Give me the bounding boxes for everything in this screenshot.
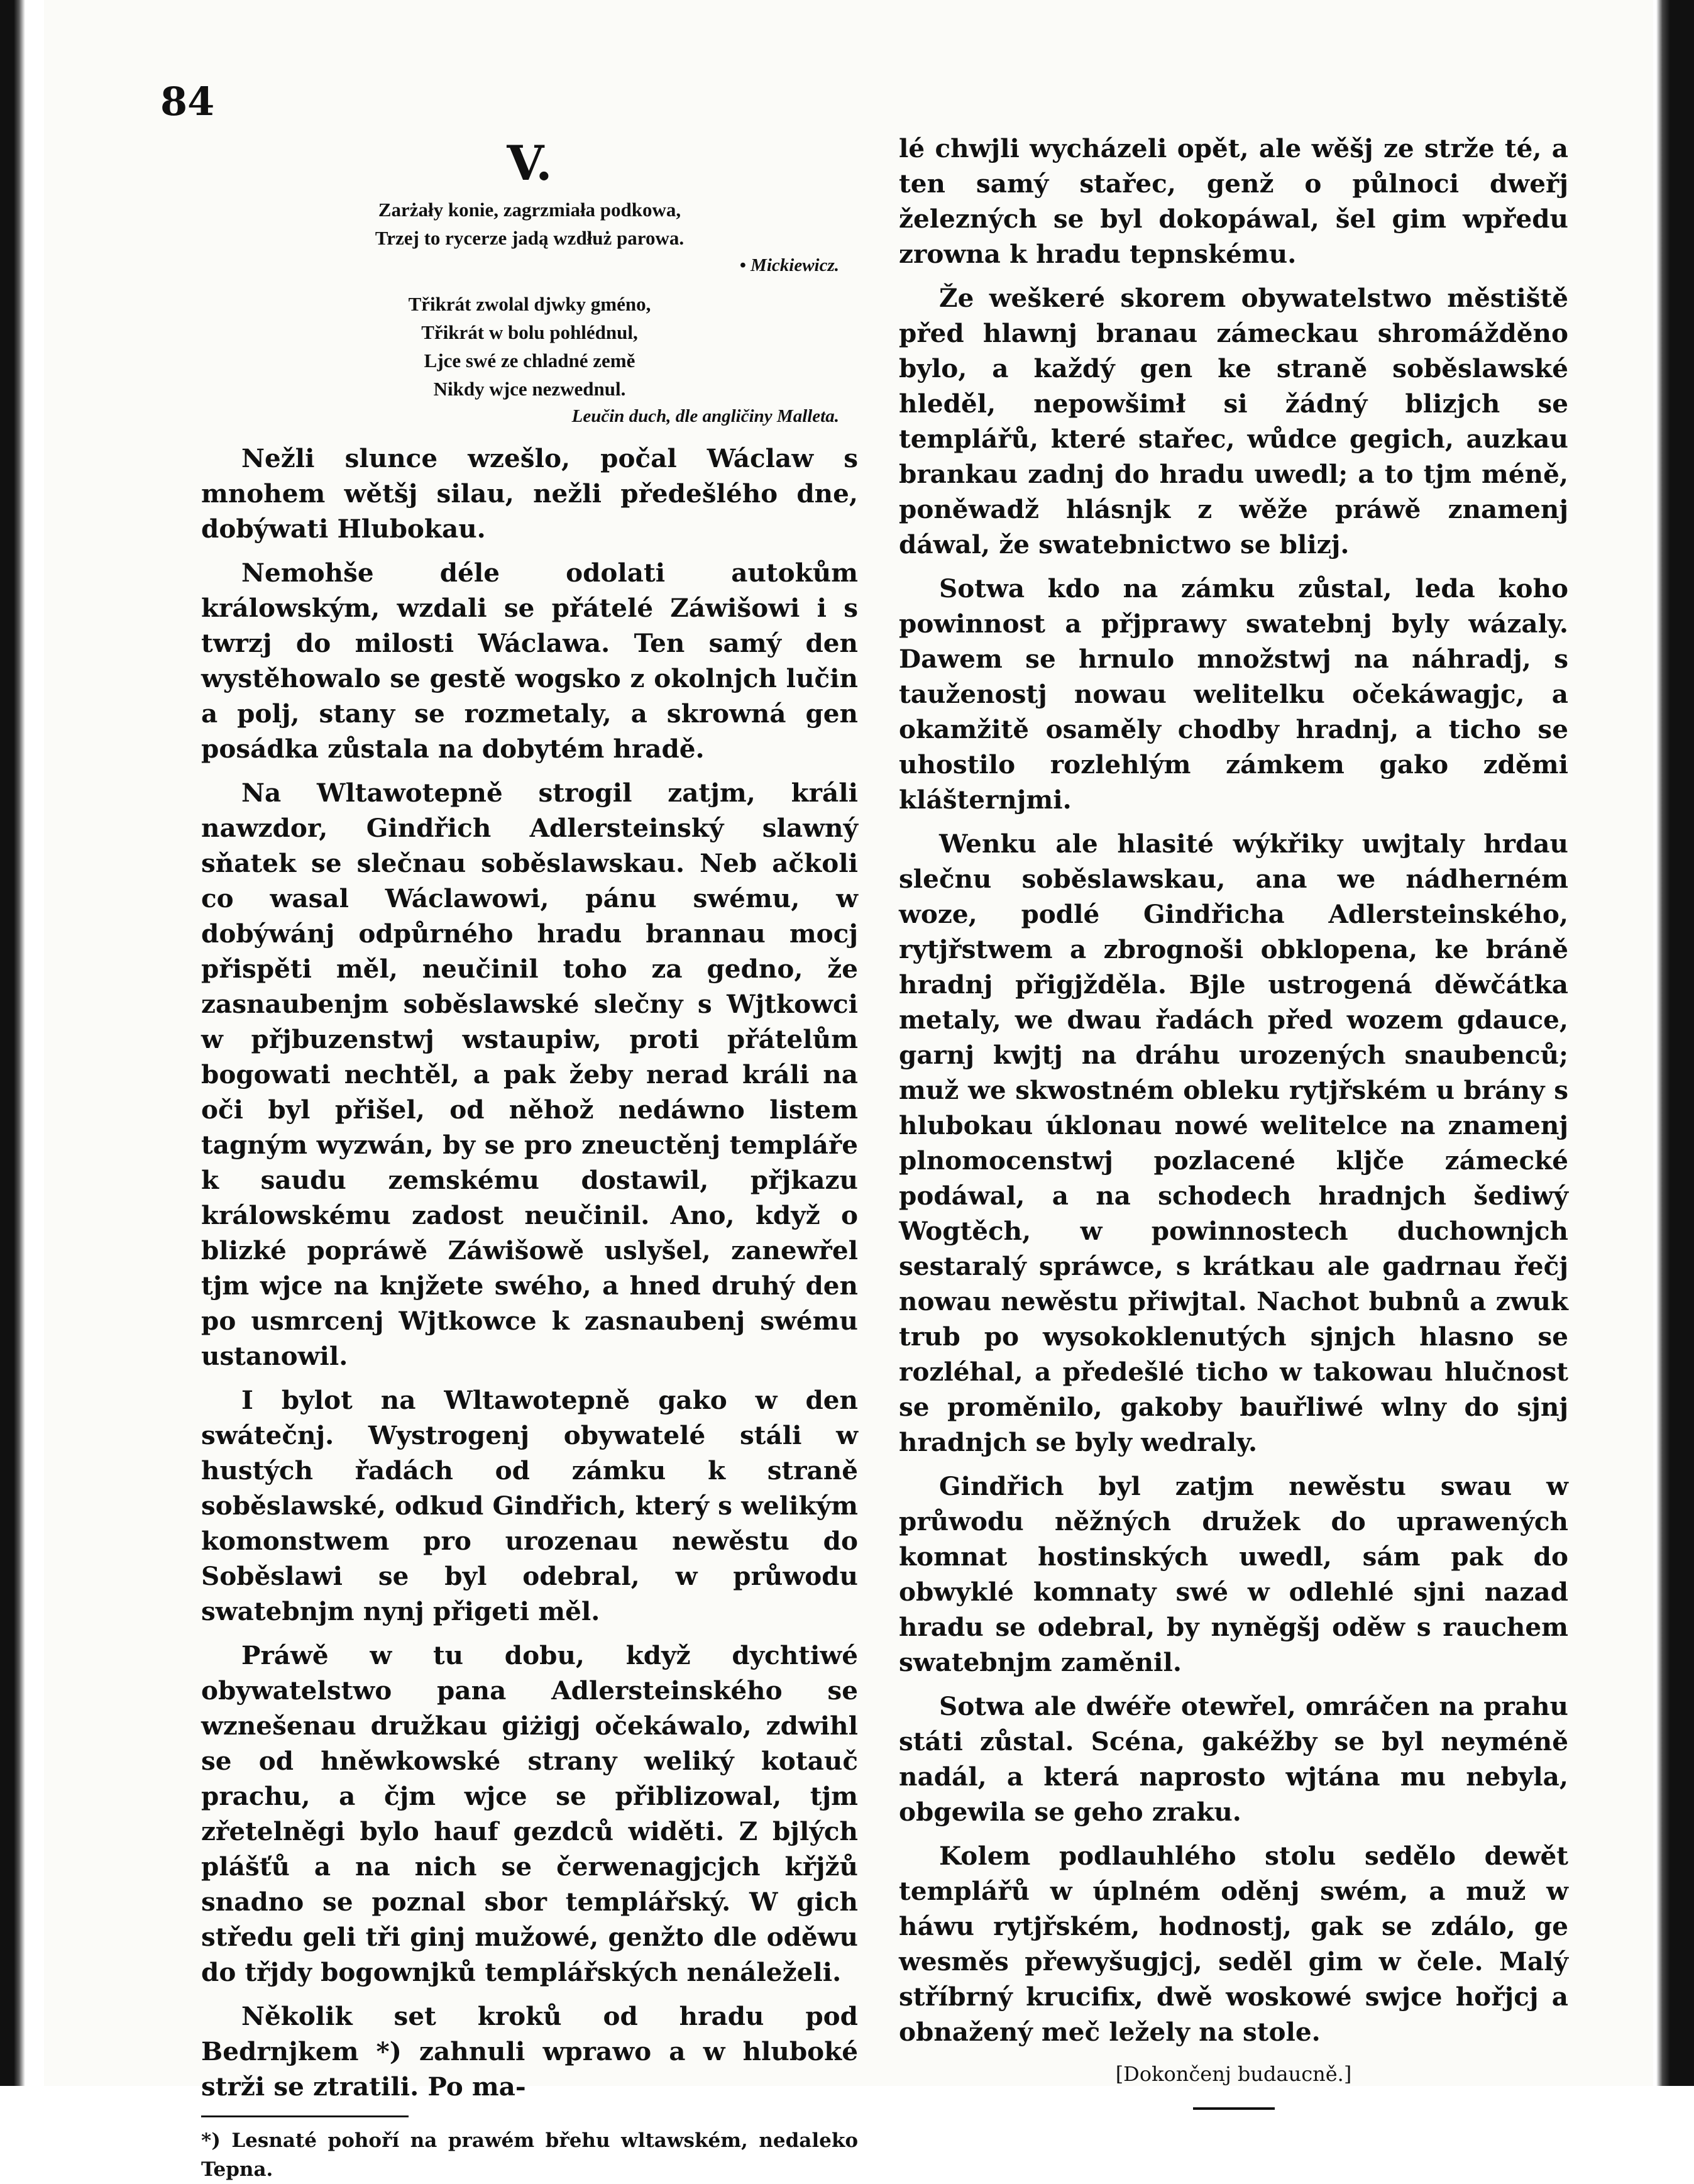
paragraph: Několik set kroků od hradu pod Bedrnjkem *) zahnuli wprawo a w hluboké strži se ztratili. Po ma- [201, 2001, 858, 2102]
motto-line: Ljce swé ze chladné země [424, 350, 635, 372]
paragraph: Na Wltawotepně strogil zatjm, králi nawzdor, Gindřich Adlersteinský slawný sňatek se slečnau soběslawskau. Neb ačkoli co wasal Wáclawowi, pánu swému, w dobýwánj odpůrného hradu brannau mocj přispěti měl, neučinil toho za gedno, že zasnaubenjm soběslawské slečny s Wjtkowci w přjbuzenstwj wstaupiw, proti přátelům bogowati nechtěl, a pak žeby nerad králi na oči byl přišel, od něhož nedáwno listem tagným wyzwán, by se pro zneuctěnj templáře k saudu zemskému dostawil, přjkazu králowskému zadost neučinil. Ano, když o blizké popráwě Záwišowě uslyšel, zanewřel tjm wjce na knjžete swého, a hned druhý den po usmrcenj Wjtkowce k zasnaubenj swému ustanowil. [201, 778, 858, 1371]
footnote-divider [201, 2115, 409, 2117]
footnote: *) Lesnaté pohoří na prawém břehu wltawském, nedaleko Tepna. [201, 2129, 858, 2181]
paragraph: Gindřich byl zatjm newěstu swau w průwodu něžných družek do uprawených komnat hostinských uwedl, sám pak do obwyklé komnaty swé w odlehlé sjni nazad hradu se odebral, by nyněgšj oděw s rauchem swatebnjm zaměnil. [899, 1471, 1568, 1677]
paragraph: Že weškeré skorem obywatelstwo městiště před hlawnj branau zámeckau shromážděno bylo, a každý gen ke straně soběslawské hleděl, nepowšimł si žádný blizjch se templářů, které stařec, wůdce gegich, auzkau brankau zadnj do hradu uwedl; a to tjm méně, poněwadž hlásnjk z wěže práwě znamenj dáwal, že swatebnictwo se blizj. [899, 283, 1568, 560]
end-rule [1193, 2107, 1275, 2110]
motto-czech [201, 290, 858, 429]
paragraph: Nemohše déle odolati autokům králowským, wzdali se přátelé Záwišowi i s twrzj do milosti Wáclawa. Ten samý den wystěhowalo se gestě wogsko z okolnjch lučin a polj, stany se rozmetaly, a skrowná gen posádka zůstala na dobytém hradě. [201, 558, 858, 764]
motto-line: Třikrát w bolu pohlédnul, [421, 321, 638, 343]
left-column [201, 123, 858, 2184]
paragraph: Sotwa kdo na zámku zůstal, leda koho powinnost a přjprawy swatebnj byly wázaly. Dawem se hrnulo množstwj na náhradj, s tauženostj nowau welitelku očekáwagjc, a okamžitě osaměly chodby hradnj, a ticho se uhostilo rozlehlým zámkem gako zděmi klášternjmi. [899, 573, 1568, 815]
motto-attribution-text: Mickiewicz. [751, 255, 839, 275]
motto-line: Třikrát zwolal djwky gméno, [408, 293, 651, 315]
paragraph: I bylot na Wltawotepně gako w den swátečnj. Wystrogenj obywatelé stáli w hustých řadách od zámku k straně soběslawské, odkud Gindřich, který s welikým komonstwem pro urozenau newěstu do Soběslawi se byl odebral, w průwodu swatebnjm nynj přigeti měl. [201, 1385, 858, 1626]
scan-edge-left [0, 0, 25, 2086]
page-number: 84 [160, 79, 215, 124]
motto-line: Trzej to rycerze jadą wzdłuż parowa. [375, 227, 685, 249]
motto-line: Nikdy wjce nezwednul. [433, 378, 626, 400]
paragraph: Kolem podlauhlého stolu sedělo dewět templářů w úplném oděnj swém, a muž w háwu rytjřském, hodnostj, gak se zdálo, ge wesměs přewyšugjcj, seděl gim w čele. Malý stříbrný krucifix, dwě woskowé swjce hořjcj a obnažený meč ležely na stole. [899, 1841, 1568, 2047]
paragraph: Práwě w tu dobu, když dychtiwé obywatelstwo pana Adlersteinského se wznešenau družkau giżigj očekáwalo, zdwihl se od hněwkowské strany weliký kotauč prachu, a čjm wjce se přiblizowal, tjm zřetelněgi bylo hauf gezdců widěti. Z bjlých plášťů a na nich se čerwenagjcjch křjžů snadno se poznal sbor templářský. W gich středu geli tři ginj mužowé, genžto dle oděwu do třjdy bogownjků templářských nenáleželi. [201, 1640, 858, 1987]
paragraph: lé chwjli wycházeli opět, ale wěšj ze strže té, a ten samý stařec, genž o půlnoci dweřj železných se byl dokopáwal, šel gim wpředu zrowna k hradu tepnskému. [899, 133, 1568, 269]
motto-attribution: Leučin duch, dle angličiny Malleta. [571, 406, 839, 426]
continuation-note: [Dokončenj budaucně.] [1115, 2062, 1352, 2086]
motto-attribution: • Mickiewicz. [739, 255, 839, 275]
motto-polish [201, 196, 858, 279]
paragraph: Sotwa ale dwéře otewřel, omráčen na prahu státi zůstal. Scéna, gakéžby se byl neyméně nadál, a která naprosto wjtána mu nebyla, obgewila se geho zraku. [899, 1691, 1568, 1827]
scan-edge-right [1656, 0, 1694, 2086]
paragraph: Wenku ale hlasité wýkřiky uwjtaly hrdau slečnu soběslawskau, ana we nádherném woze, podlé Gindřicha Adlersteinského, rytjřstwem a zbrognoši obklopena, ke bráně hradnj přigjžděla. Bjle ustrogená děwčátka metaly, we dwau řadách před wozem gdauce, garnj kwjtj na dráhu urozených snaubenců; muž we skwostném obleku rytjřském u brány s hlubokau úklonau nowé welitelce na znamenj plnomocenstwj pozlacené kljče zámecké podáwal, a na schodech hradnjch šediwý Wogtěch, w powinnostech duchownjch sestaralý spráwce, s krátkau ale gadrnau řečj nowau newěstu přiwjtal. Nachot bubnů a zwuk trub po wysokoklenutých sjnjch hlasno se rozléhal, a předešlé ticho w takowau hlučnost se proměnilo, gakoby bauřliwé wlny do sjnj hradnjch se byly wedraly. [899, 829, 1568, 1457]
right-column [899, 131, 1568, 2110]
motto-line: Zarżały konie, zagrzmiała podkowa, [378, 199, 681, 221]
paragraph: Nežli slunce wzešlo, počal Wáclaw s mnohem wětšj silau, nežli předešlého dne, dobýwati Hlubokau. [201, 443, 858, 544]
section-title: V. [507, 135, 553, 191]
